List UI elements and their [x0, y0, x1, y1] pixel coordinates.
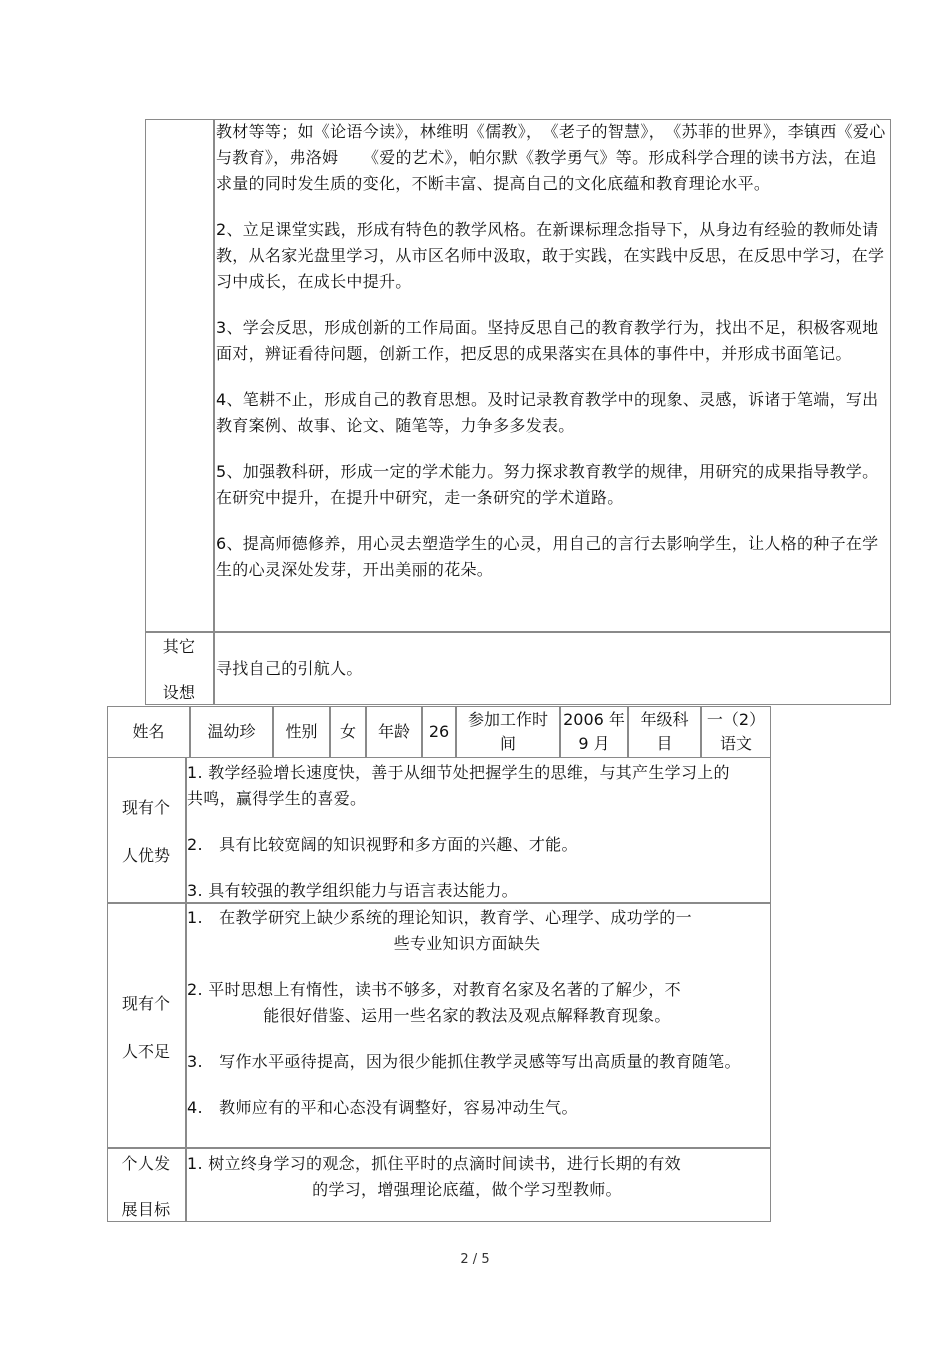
weakness-item-cont: 些专业知识方面缺失 — [393, 934, 541, 953]
goal-item-cont: 的学习，增强理论底蕴，做个学习型教师。 — [312, 1180, 622, 1199]
weakness-item-cont: 能很好借鉴、运用一些名家的教法及观点解释教育现象。 — [263, 1006, 671, 1025]
other-ideas-value: 寻找自己的引航人。 — [216, 659, 363, 678]
measure-paragraph: 5、加强教科研，形成一定的学术能力。努力探求教育教学的规律，用研究的成果指导教学。在研究中提升，在提升中研究，走一条研究的学术道路。 — [216, 462, 879, 507]
row-divider — [107, 1147, 771, 1149]
strength-item: 2. 具有比较宽阔的知识视野和多方面的兴趣、才能。 — [187, 835, 578, 854]
gender-value-cell: 女 — [330, 706, 366, 758]
other-ideas-label: 其它 设想 — [162, 637, 196, 702]
measure-paragraph: 3、学会反思，形成创新的工作局面。坚持反思自己的教育教学行为，找出不足，积极客观地面对，辨证看待问题，创新工作，把反思的成果落实在具体的事件中，并形成书面笔记。 — [216, 318, 879, 363]
weakness-item: 1. 在教学研究上缺少系统的理论知识，教育学、心理学、成功学的一 — [187, 908, 692, 927]
weaknesses-label: 现有个 人不足 — [121, 994, 170, 1061]
gender-label-cell: 性别 — [273, 706, 330, 758]
age-value-cell: 26 — [422, 706, 456, 758]
upper-table-row-divider — [145, 631, 891, 633]
work-start-label-cell: 参加工作时 间 — [456, 706, 560, 758]
goals-label: 个人发 展目标 — [121, 1154, 171, 1219]
name-value-cell: 温幼珍 — [190, 706, 273, 758]
weakness-item: 3. 写作水平亟待提高，因为很少能抓住教学灵感等写出高质量的教育随笔。 — [187, 1052, 741, 1071]
strength-item: 1. 教学经验增长速度快，善于从细节处把握学生的思维，与其产生学习上的共鸣，赢得学生的喜爱。 — [187, 763, 730, 808]
strengths-label: 现有个 人优势 — [121, 798, 170, 865]
grade-subject-label-cell: 年级科 目 — [628, 706, 701, 758]
goal-item: 1. 树立终身学习的观念，抓住平时的点滴时间读书，进行长期的有效 — [187, 1154, 681, 1173]
development-measures-text — [216, 119, 886, 583]
info-row — [107, 706, 771, 758]
goals-content — [187, 1151, 747, 1203]
measure-paragraph: 教材等等；如《论语今读》，林维明《儒教》， 《老子的智慧》， 《苏菲的世界》，李镇西《爱心与教育》，弗洛姆 《爱的艺术》，帕尔默《教学勇气》等。形成科学合理的读书方法，在追求量的同时发生质的变化，不断丰富、提高自己的文化底蕴和教育理论水平。 — [216, 122, 886, 193]
strengths-content — [187, 760, 737, 904]
measure-paragraph: 6、提高师德修养，用心灵去塑造学生的心灵，用自己的言行去影响学生，让人格的种子在学生的心灵深处发芽，开出美丽的花朵。 — [216, 534, 879, 579]
grade-subject-value-cell: 一（2） 语文 — [701, 706, 771, 758]
age-label-cell: 年龄 — [366, 706, 422, 758]
work-start-value-cell: 2006 年 9 月 — [560, 706, 628, 758]
weaknesses-content — [187, 905, 747, 1121]
upper-table-divider — [213, 119, 215, 705]
weakness-item: 4. 教师应有的平和心态没有调整好，容易冲动生气。 — [187, 1098, 578, 1117]
measure-paragraph: 4、笔耕不止，形成自己的教育思想。及时记录教育教学中的现象、灵感，诉诸于笔端，写出教育案例、故事、论文、随笔等，力争多多发表。 — [216, 390, 879, 435]
name-label-cell: 姓名 — [107, 706, 190, 758]
measure-paragraph: 2、立足课堂实践，形成有特色的教学风格。在新课标理念指导下，从身边有经验的教师处请教，从名家光盘里学习，从市区名师中汲取，敢于实践，在实践中反思，在反思中学习，在学习中成长，在成长中提升。 — [216, 220, 885, 291]
strength-item: 3. 具有较强的教学组织能力与语言表达能力。 — [187, 881, 518, 900]
page-number: 2 / 5 — [460, 1252, 490, 1267]
weakness-item: 2. 平时思想上有惰性，读书不够多，对教育名家及名著的了解少，不 — [187, 980, 681, 999]
